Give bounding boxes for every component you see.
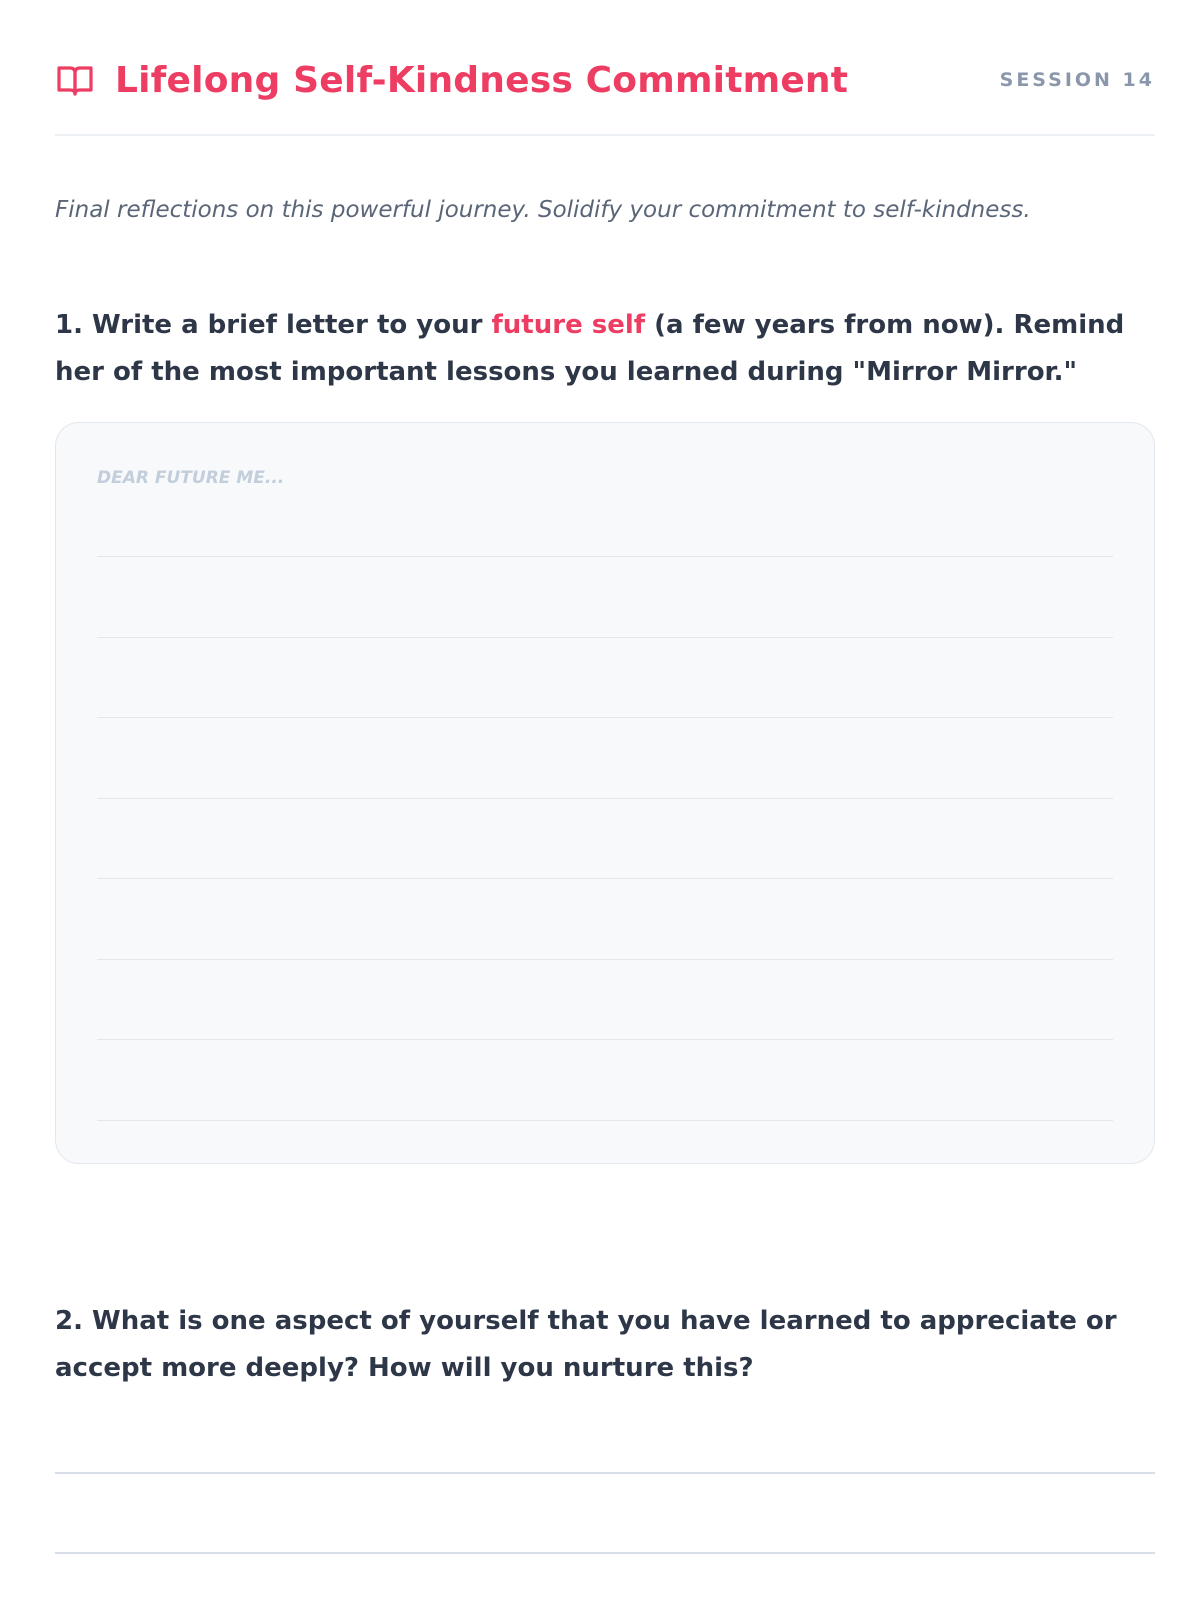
- header: [55, 52, 1155, 108]
- letter-writing-area[interactable]: [55, 422, 1155, 1164]
- letter-writing-line: [97, 637, 1113, 638]
- question-1-suffix: (a few years from now). Remind her of the most important lessons you learned during "Mirror Mirror.": [55, 310, 1125, 387]
- letter-writing-line: [97, 1120, 1113, 1121]
- answer-line: [55, 1472, 1155, 1474]
- worksheet-page: [55, 0, 1155, 1600]
- intro-text: Final reflections on this powerful journey. Solidify your commitment to self-kindness.: [55, 197, 1031, 223]
- question-1: [55, 302, 1155, 396]
- letter-writing-line: [97, 1039, 1113, 1040]
- book-open-icon: [55, 60, 95, 100]
- header-divider: [55, 134, 1155, 136]
- letter-writing-line: [97, 959, 1113, 960]
- letter-placeholder: DEAR FUTURE ME...: [97, 468, 285, 488]
- session-label: SESSION 14: [999, 69, 1155, 91]
- question-1-highlight: future self: [491, 310, 646, 340]
- letter-writing-line: [97, 878, 1113, 879]
- title-group: [55, 60, 848, 101]
- letter-writing-line: [97, 717, 1113, 718]
- question-2: 2. What is one aspect of yourself that you have learned to appreciate or accept more deeply? How will you nurture this?: [55, 1306, 1117, 1383]
- letter-writing-line: [97, 556, 1113, 557]
- question-1-prefix: 1. Write a brief letter to your: [55, 310, 492, 340]
- answer-line: [55, 1552, 1155, 1554]
- letter-writing-line: [97, 798, 1113, 799]
- page-title: Lifelong Self-Kindness Commitment: [115, 59, 849, 101]
